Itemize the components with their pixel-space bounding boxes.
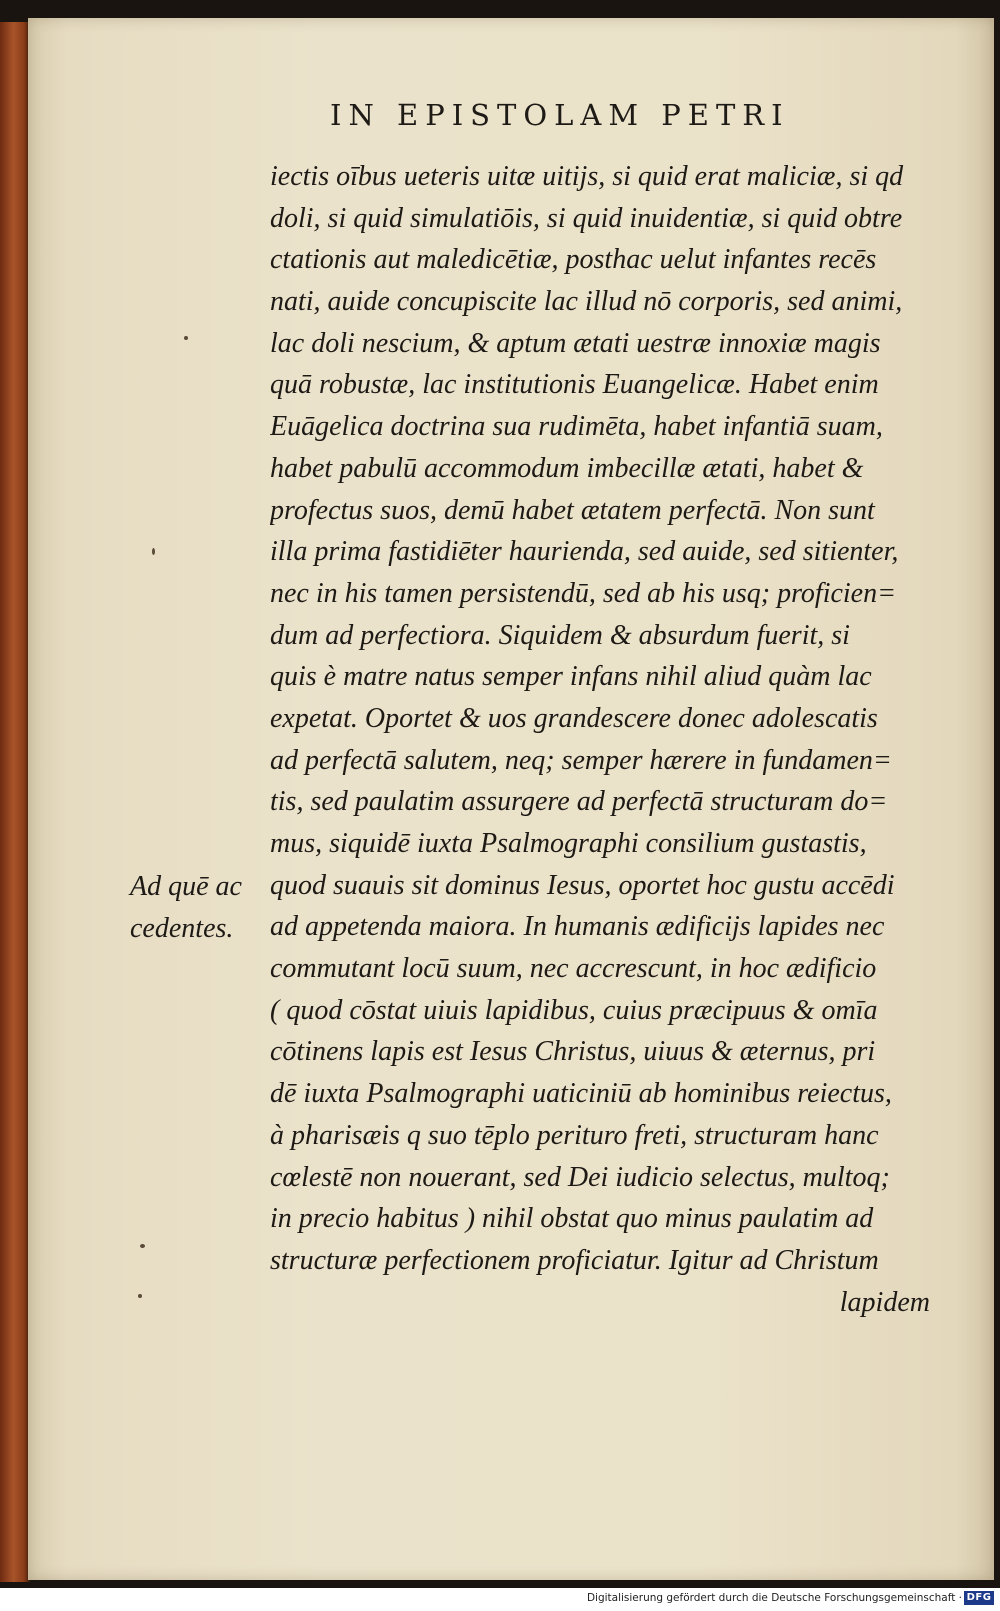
running-header: IN EPISTOLAM PETRI: [330, 98, 790, 132]
text-line: expetat. Oportet & uos grandescere donec adolescatis: [270, 702, 878, 734]
text-line: ( quod cōstat uiuis lapidibus, cuius præcipuus & omīa: [270, 994, 878, 1026]
text-line: profectus suos, demū habet ætatem perfectā. Non sunt: [270, 494, 875, 526]
text-line: structuræ perfectionem proficiatur. Igitur ad Christum: [270, 1244, 879, 1276]
text-line: dē iuxta Psalmographi uaticiniū ab hominibus reiectus,: [270, 1078, 892, 1110]
text-line: habet pabulū accommodum imbecillæ ætati, habet &: [270, 452, 864, 484]
text-line: in precio habitus ) nihil obstat quo minus paulatim ad: [270, 1203, 874, 1235]
marginal-note-line: Ad quē ac: [130, 871, 242, 902]
text-line: tis, sed paulatim assurgere ad perfectā structuram do=: [270, 786, 888, 818]
text-line: ctationis aut maledicētiæ, posthac uelut infantes recēs: [270, 244, 877, 276]
text-line: nec in his tamen persistendū, sed ab his usq; proficien=: [270, 577, 897, 609]
text-line: ad appetenda maiora. In humanis ædificijs lapides nec: [270, 911, 885, 943]
text-line: dum ad perfectiora. Siquidem & absurdum fuerit, si: [270, 619, 850, 651]
text-line: cōtinens lapis est Iesus Christus, uiuus & æternus, pri: [270, 1036, 876, 1068]
text-line: quod suauis sit dominus Iesus, oportet hoc gustu accēdi: [270, 869, 895, 901]
text-line: lac doli nescium, & aptum ætati uestræ innoxiæ magis: [270, 327, 881, 359]
book-spine-edge: [0, 22, 30, 1582]
text-line: iectis oībus ueteris uitæ uitijs, si quid erat maliciæ, si qd: [270, 161, 904, 192]
text-line: nati, auide concupiscite lac illud nō corporis, sed animi,: [270, 286, 903, 318]
text-line: mus, siquidē iuxta Psalmographi consilium gustastis,: [270, 828, 867, 859]
catchword: lapidem: [839, 1286, 930, 1318]
ink-speck: [140, 1244, 145, 1248]
text-line: doli, si quid simulatiōis, si quid inuidentiæ, si quid obtre: [270, 202, 903, 234]
dfg-logo: DFG: [964, 1591, 994, 1605]
text-line: illa prima fastidiēter haurienda, sed auide, sed sitienter,: [270, 536, 899, 568]
text-line: commutant locū suum, nec accrescunt, in hoc ædificio: [270, 953, 877, 985]
marginal-note: [130, 866, 270, 949]
ink-speck: [152, 548, 155, 555]
text-line: cœlestē non nouerant, sed Dei iudicio selectus, multoq;: [270, 1161, 890, 1193]
body-text: [270, 156, 930, 1323]
text-line: ad perfectā salutem, neq; semper hærere in fundamen=: [270, 744, 892, 776]
text-line: quā robustæ, lac institutionis Euangelicæ. Habet enim: [270, 369, 879, 401]
marginal-note-line: cedentes.: [130, 912, 234, 944]
text-line: quis è matre natus semper infans nihil aliud quàm lac: [270, 661, 872, 693]
ink-speck: [138, 1294, 142, 1298]
text-line: Euāgelica doctrina sua rudimēta, habet infantiā suam,: [270, 411, 883, 443]
ink-speck: [184, 336, 188, 340]
text-line: à pharisæis q suo tēplo perituro freti, structuram hanc: [270, 1119, 879, 1151]
digitization-credit: Digitalisierung gefördert durch die Deutsche Forschungsgemeinschaft ·: [586, 1592, 962, 1604]
